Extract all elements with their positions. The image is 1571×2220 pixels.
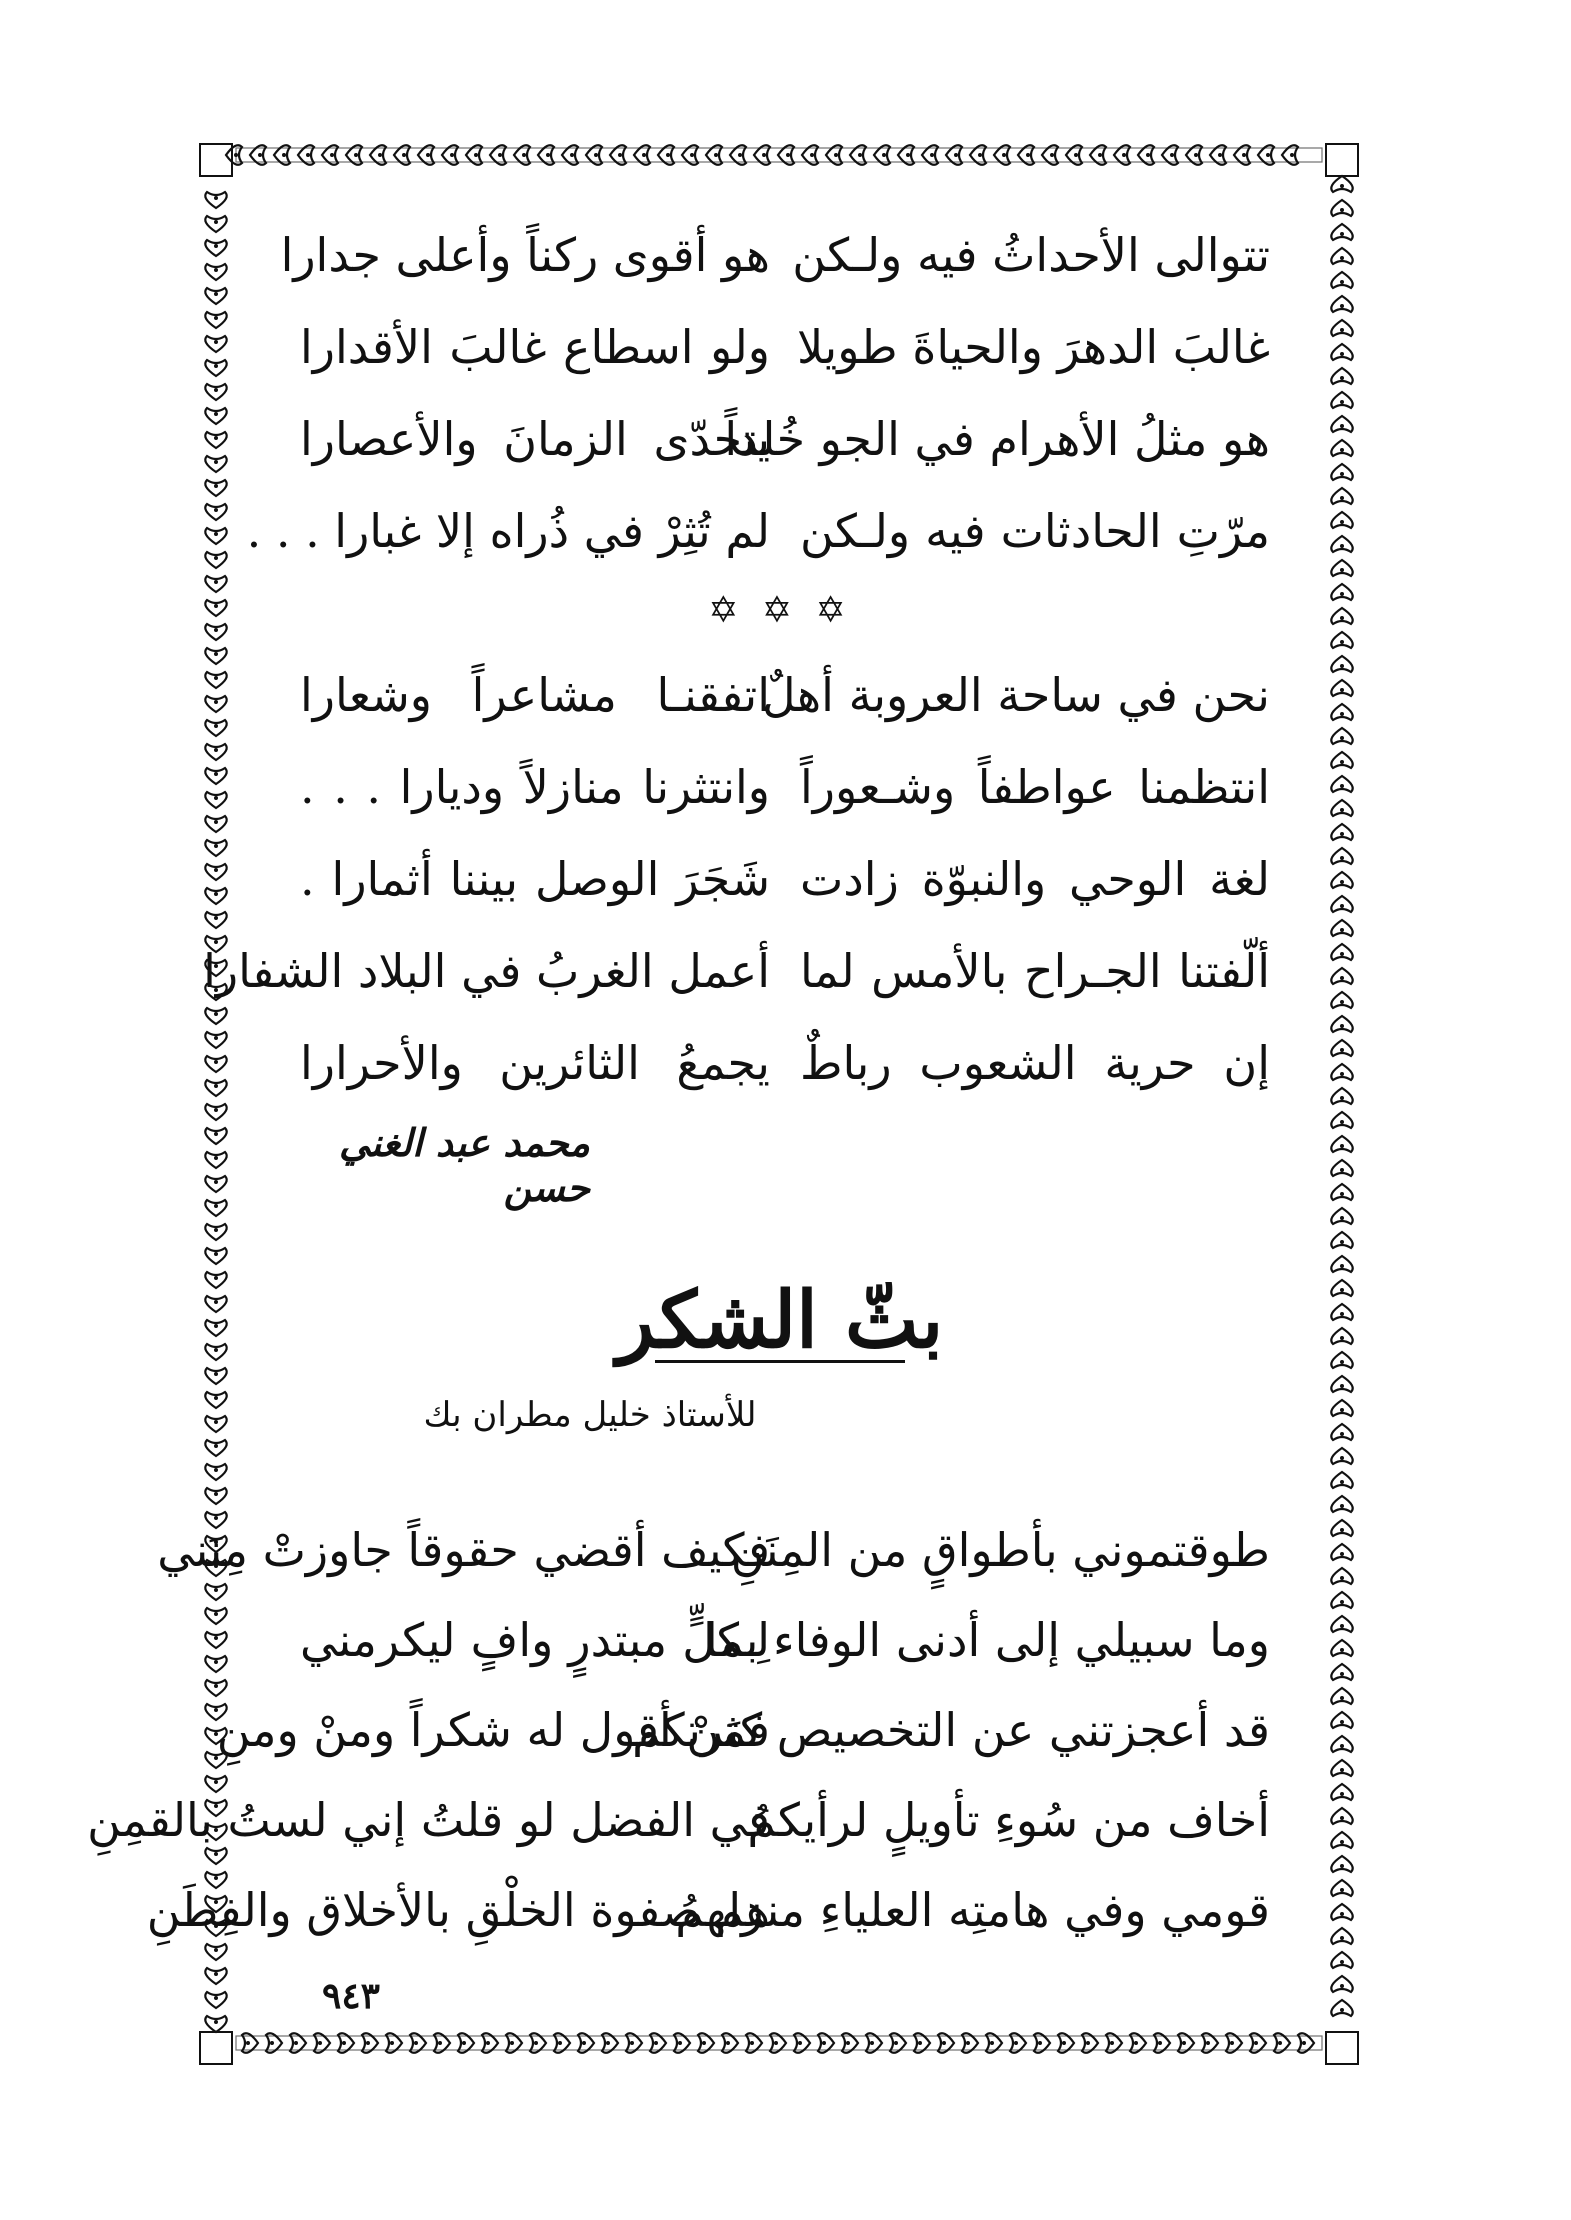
hemistich-first: طوقتموني بأطواقٍ من المِنَنِ bbox=[730, 1523, 1270, 1577]
hemistich-second: في الفضل لو قلتُ إني لستُ بالقمِنِ bbox=[87, 1793, 770, 1847]
hemistich-second: يتحدّى الزمانَ والأعصارا bbox=[300, 412, 770, 466]
hemistich-first: هو مثلُ الأهرام في الجو خُلداً bbox=[724, 412, 1270, 466]
poem-author: للأستاذ خليل مطران بك bbox=[423, 1395, 757, 1435]
hemistich-first: مرّتِ الحادثات فيه ولـكن bbox=[800, 504, 1270, 558]
hemistich-second: فمَنْ أقول له شكراً ومنْ ومنِ bbox=[216, 1703, 770, 1757]
hemistich-second: لِـكلٍّ مبتدرٍ وافٍ ليكرمني bbox=[300, 1613, 770, 1667]
author-signature: محمد عبد الغني حسن bbox=[339, 1120, 590, 1210]
hemistich-second: شَجَرَ الوصل بيننا أثمارا . bbox=[300, 852, 770, 906]
hemistich-first: أخاف من سُوءِ تأويلٍ لرأيكمُ bbox=[747, 1793, 1270, 1847]
hemistich-second: أعمل الغربُ في البلاد الشفارا bbox=[203, 944, 770, 998]
title-underline bbox=[655, 1360, 905, 1363]
verse bbox=[300, 742, 1270, 832]
verse bbox=[203, 926, 1270, 1016]
hemistich-first: قومي وفي هامتِه العلياءِ منزلهمُ bbox=[675, 1883, 1270, 1937]
verse bbox=[300, 1595, 1270, 1685]
star-separator: ✡ ✡ ✡ bbox=[708, 590, 852, 631]
poem-title: بثّ الشكر bbox=[616, 1275, 944, 1366]
hemistich-second: وانتثرنا منازلاً وديارا . . . bbox=[300, 760, 770, 814]
verse bbox=[300, 834, 1270, 924]
verse bbox=[157, 1505, 1270, 1595]
verse bbox=[280, 210, 1270, 300]
hemistich-second: لم تُثِرْ في ذُراه إلا غبارا . . . bbox=[246, 504, 770, 558]
page-number: ٩٤٣ bbox=[322, 1975, 381, 2017]
hemistich-first: غالبَ الدهرَ والحياةَ طويلا bbox=[796, 320, 1270, 374]
verse bbox=[300, 394, 1270, 484]
verse bbox=[246, 486, 1270, 576]
hemistich-first: قد أعجزتني عن التخصيص كثرتكم bbox=[632, 1703, 1270, 1757]
hemistich-first: انتظمنا عواطفاً وشـعوراً bbox=[800, 760, 1270, 814]
verse bbox=[87, 1775, 1270, 1865]
hemistich-second: يجمعُ الثائرين والأحرارا bbox=[300, 1036, 770, 1090]
verse bbox=[300, 1018, 1270, 1108]
hemistich-first: نحن في ساحة العروبة أهلٌ bbox=[762, 668, 1270, 722]
hemistich-second: ولو اسطاع غالبَ الأقدارا bbox=[300, 320, 770, 374]
verse bbox=[146, 1865, 1270, 1955]
hemistich-first: ألّفتنا الجـراح بالأمس لما bbox=[800, 944, 1270, 998]
verse bbox=[300, 650, 1270, 740]
hemistich-first: لغة الوحي والنبوّة زادت bbox=[800, 852, 1270, 906]
verse bbox=[216, 1685, 1270, 1775]
hemistich-first: تتوالى الأحداثُ فيه ولـكن bbox=[792, 228, 1270, 282]
hemistich-first: وما سبيلي إلى أدنى الوفاء بما bbox=[704, 1613, 1270, 1667]
hemistich-second: فكيف أقضي حقوقاً جاوزتْ مِنَني bbox=[157, 1523, 770, 1577]
verse bbox=[300, 302, 1270, 392]
hemistich-second: اتفقنـا مشاعراً وشعارا bbox=[300, 668, 770, 722]
hemistich-first: إن حرية الشعوب رباطٌ bbox=[800, 1036, 1270, 1090]
hemistich-second: هم صفوة الخلْقِ بالأخلاق والفِطَنِ bbox=[146, 1883, 770, 1937]
hemistich-second: هو أقوى ركناً وأعلى جدارا bbox=[280, 228, 770, 282]
